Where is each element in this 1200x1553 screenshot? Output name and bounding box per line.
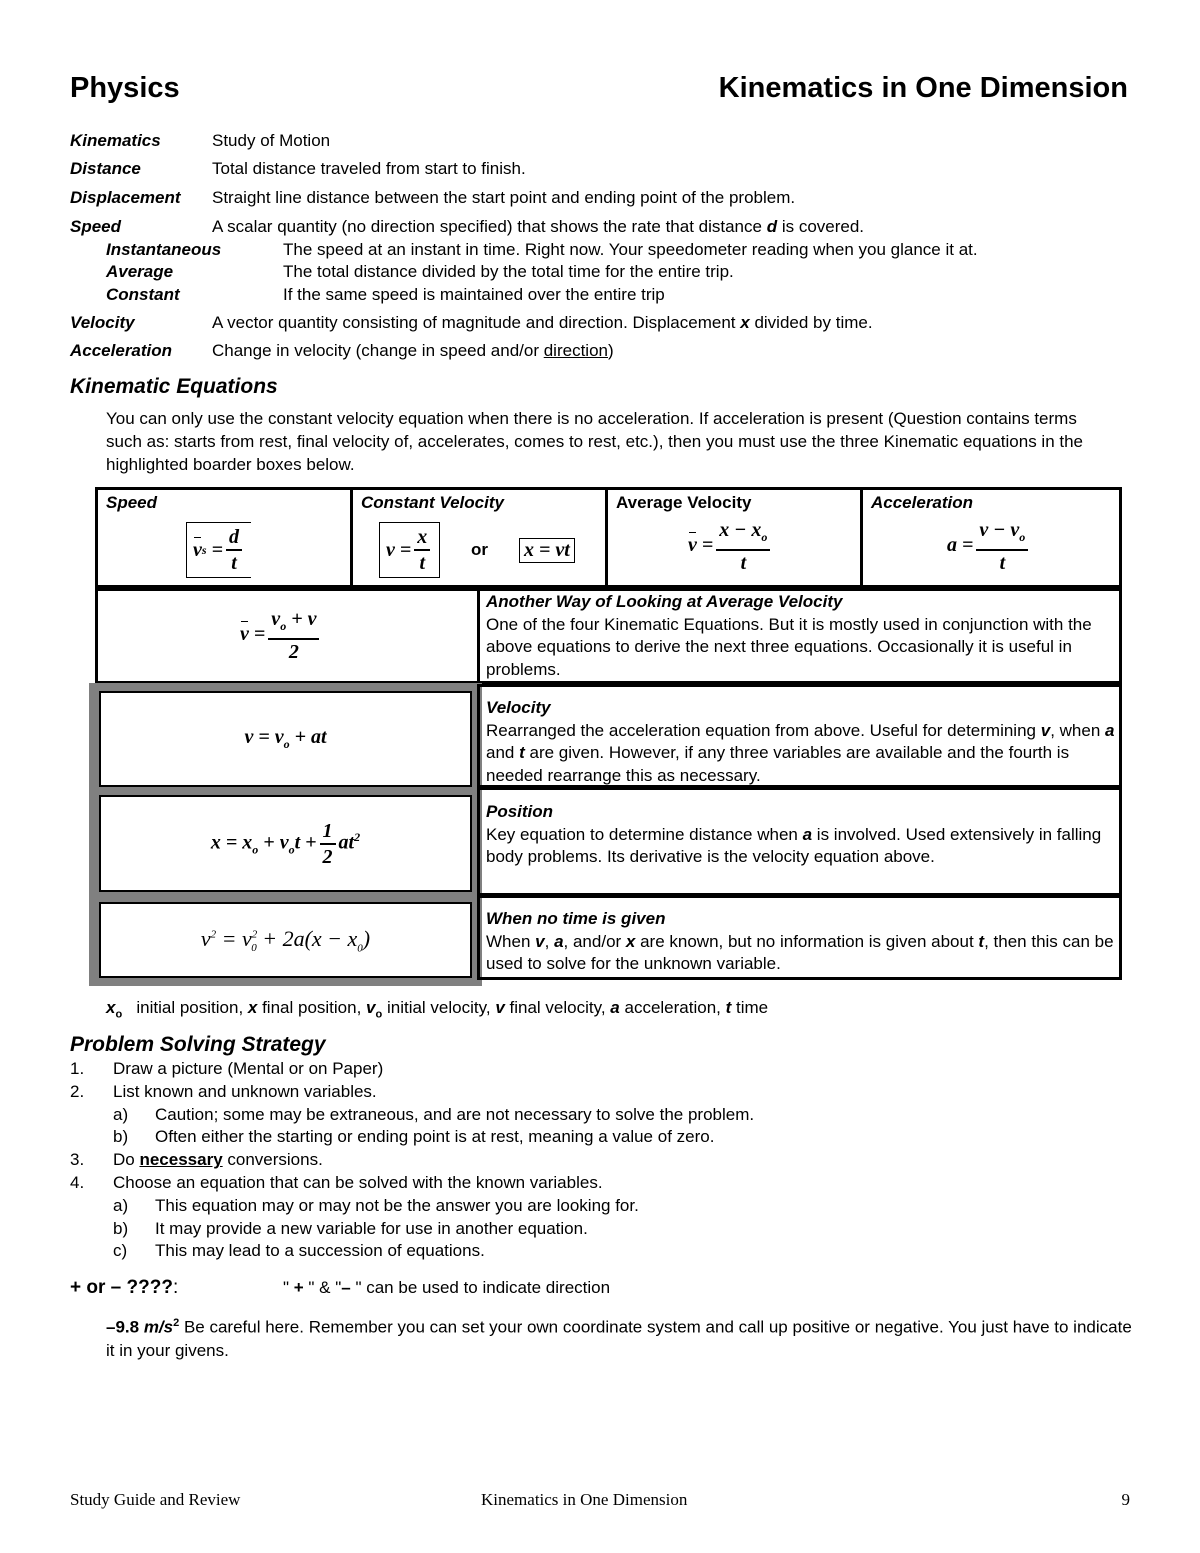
section-title-kinematic-equations: Kinematic Equations (70, 375, 278, 398)
cell-title-acceleration: Acceleration (871, 493, 974, 512)
def-displacement: Straight line distance between the start point and ending point of the problem. (212, 188, 796, 207)
equation-x-equals-vt: x = vt (519, 538, 575, 563)
desc-velocity: Velocity Rearranged the acceleration equation from above. Useful for determining v, when a and t are given. However, if any three variables are available and the fourth is needed rearrange this as necessary. (486, 698, 1115, 785)
equation-cell-velocity (99, 691, 472, 787)
cell-average-velocity (605, 487, 863, 588)
desc-position: Position Key equation to determine distance when a is involved. Used extensively in falling body problems. Its derivative is the velocity equation above. (486, 802, 1102, 866)
term-velocity: Velocity (70, 313, 135, 332)
equation-constant-velocity: v = $\frac{x}{t}$ (379, 522, 440, 578)
cell-title-speed: Speed (106, 493, 158, 512)
def-velocity: A vector quantity consisting of magnitude and direction. Displacement x divided by time. (212, 313, 873, 332)
equation-average-velocity-alt: v = $\frac{v_o + v}{2}$ (240, 607, 322, 664)
equation-cell-position (99, 795, 472, 892)
term-speed: Speed (70, 217, 122, 236)
gravity-note: –9.8 $m/s^2$ Be careful here. Remember you can set your own coordinate system and call up positive or negative. You just have to indicate it in your givens. (106, 1317, 1132, 1360)
def-distance: Total distance traveled from start to finish. (212, 159, 526, 178)
desc-no-time: When no time is given When v, a, and/or x are known, but no information is given about t, then this can be used to solve for the unknown variable. (486, 909, 1114, 973)
equation-velocity: $v = v_o$ + at (244, 726, 327, 751)
def-kinematics: Study of Motion (212, 131, 331, 150)
equation-position: $x = x_o + v_ot$ + $\frac{1}{2}$ $at^2$ (210, 819, 361, 868)
equation-average-velocity: v = $\frac{x - x_o}{t}$ (688, 518, 773, 575)
cell-title-constant-velocity: Constant Velocity (361, 493, 504, 512)
cell-title-average-velocity: Average Velocity (616, 493, 752, 512)
section-title-strategy: Problem Solving Strategy (70, 1033, 326, 1056)
def-acceleration: Change in velocity (change in speed and/or direction) (212, 341, 614, 360)
or-label: or (471, 540, 488, 559)
sign-label: + or – ????: (70, 1277, 179, 1298)
speed-type-instantaneous: Instantaneous (106, 240, 222, 259)
equation-cell-no-time (99, 902, 472, 978)
speed-type-constant: Constant (106, 285, 180, 304)
term-kinematics: Kinematics (70, 131, 161, 150)
cell-speed (95, 487, 353, 588)
speed-type-instantaneous-def: The speed at an instant in time. Right now. Your speedometer reading when you glance it at. (283, 240, 978, 259)
variable-legend: $x_o$ initial position, x final position, $v_o$ initial velocity, v final velocity, a acceleration, t time (106, 998, 769, 1021)
footer-center: Kinematics in One Dimension (481, 1490, 688, 1509)
equation-acceleration: a = $\frac{v - v_o}{t}$ (947, 518, 1031, 575)
speed-type-average: Average (106, 262, 174, 281)
term-displacement: Displacement (70, 188, 181, 207)
kinematic-intro: You can only use the constant velocity equation when there is no acceleration. If acceleration is present (Question contains terms such as: starts from rest, final velocity of, accelerates, comes to rest, etc.), then you must use the three Kinematic equations in the highlighted boarder boxes below. (106, 409, 1084, 474)
equation-cell-average-velocity-alt (95, 588, 480, 684)
def-speed: A scalar quantity (no direction specified) that shows the rate that distance d is covered. (212, 217, 865, 236)
desc-average-velocity-alt: Another Way of Looking at Average Velocity One of the four Kinematic Equations. But it is mostly used in conjunction with the above equations to derive the next three equations. Occasionally it is useful in problems. (486, 592, 1092, 679)
term-acceleration: Acceleration (70, 341, 173, 360)
equation-no-time: $v^2 = v^2_0 + 2a(x - x_0)$ (200, 925, 371, 955)
sign-text: " + " & "– " can be used to indicate direction (283, 1278, 611, 1297)
footer-left: Study Guide and Review (70, 1490, 241, 1509)
page-title-left: Physics (70, 72, 180, 104)
page-title-right: Kinematics in One Dimension (718, 72, 1128, 104)
cell-constant-velocity (350, 487, 608, 588)
cell-acceleration (860, 487, 1122, 588)
term-distance: Distance (70, 159, 141, 178)
speed-type-average-def: The total distance divided by the total time for the entire trip. (283, 262, 734, 281)
speed-type-constant-def: If the same speed is maintained over the entire trip (283, 285, 665, 304)
page-number: 9 (1121, 1490, 1130, 1509)
equation-speed: v s = $\frac{d}{t}$ (186, 522, 251, 578)
